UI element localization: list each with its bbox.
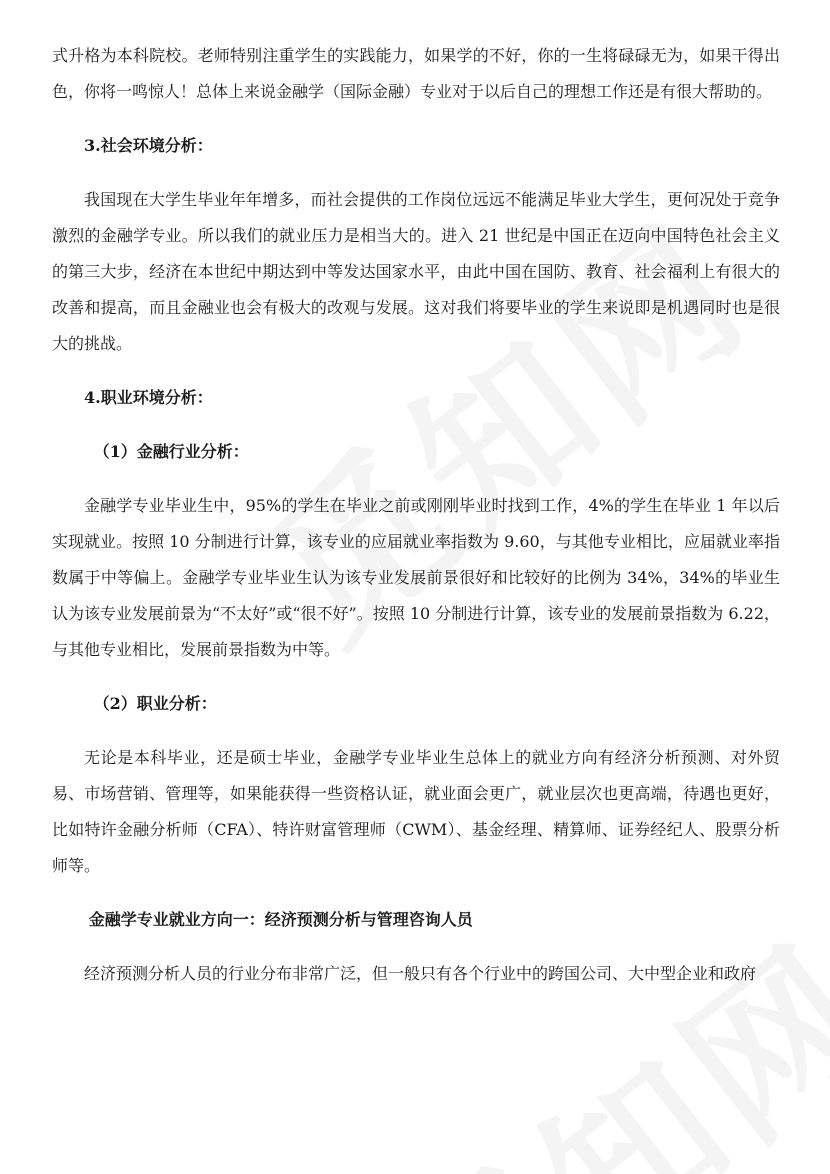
paragraph-occupation-analysis: 无论是本科毕业，还是硕士毕业，金融学专业毕业生总体上的就业方向有经济分析预测、对外贸易、市场营销、管理等，如果能获得一些资格认证，就业面会更广，就业层次也更高端，待遇也更好，比如特许金融分析师（CFA）、特许财富管理师（CWM）、基金经理、精算师、证券经纪人、股票分析师等。 [52,748,780,875]
paragraph-social-environment: 我国现在大学生毕业年年增多，而社会提供的工作岗位远远不能满足毕业大学生，更何况处于竞争激烈的金融学专业。所以我们的就业压力是相当大的。进入 21 世纪是中国正在迈向中国特色社会主义的第三大步，经济在本世纪中期达到中等发达国家水平，由此中国在国防、教育、社会福利上有很大的改善和提高，而且金融业也会有极大的改观与发展。这对我们将要毕业的学生来说即是机遇同时也是很大的挑战。 [52,190,780,353]
paragraph-career-direction-1: 经济预测分析人员的行业分布非常广泛，但一般只有各个行业中的跨国公司、大中型企业和政府 [84,964,757,983]
heading-career-environment: 4.职业环境分析： [84,388,213,407]
heading-social-environment: 3.社会环境分析： [84,136,213,155]
heading-occupation-analysis: （2）职业分析： [93,694,217,713]
document-body [52,38,780,1010]
heading-finance-industry: （1）金融行业分析： [93,442,249,461]
paragraph-continuation: 式升格为本科院校。老师特别注重学生的实践能力，如果学的不好，你的一生将碌碌无为，如果干得出色，你将一鸣惊人！总体上来说金融学（国际金融）专业对于以后自己的理想工作还是有很大帮助的。 [52,46,780,101]
heading-career-direction-1: 金融学专业就业方向一：经济预测分析与管理咨询人员 [88,910,473,929]
paragraph-finance-industry: 金融学专业毕业生中，95%的学生在毕业之前或刚刚毕业时找到工作，4%的学生在毕业 1 年以后实现就业。按照 10 分制进行计算，该专业的应届就业率指数为 9.60，与其他专业相比，应届就业率指数属于中等偏上。金融学专业毕业生认为该专业发展前景很好和比较好的比例为 34%，34%的毕业生认为该专业发展前景为“不太好”或“很不好”。按照 10 分制进行计算，该专业的发展前景指数为 6.22，与其他专业相比，发展前景指数为中等。 [52,496,780,659]
